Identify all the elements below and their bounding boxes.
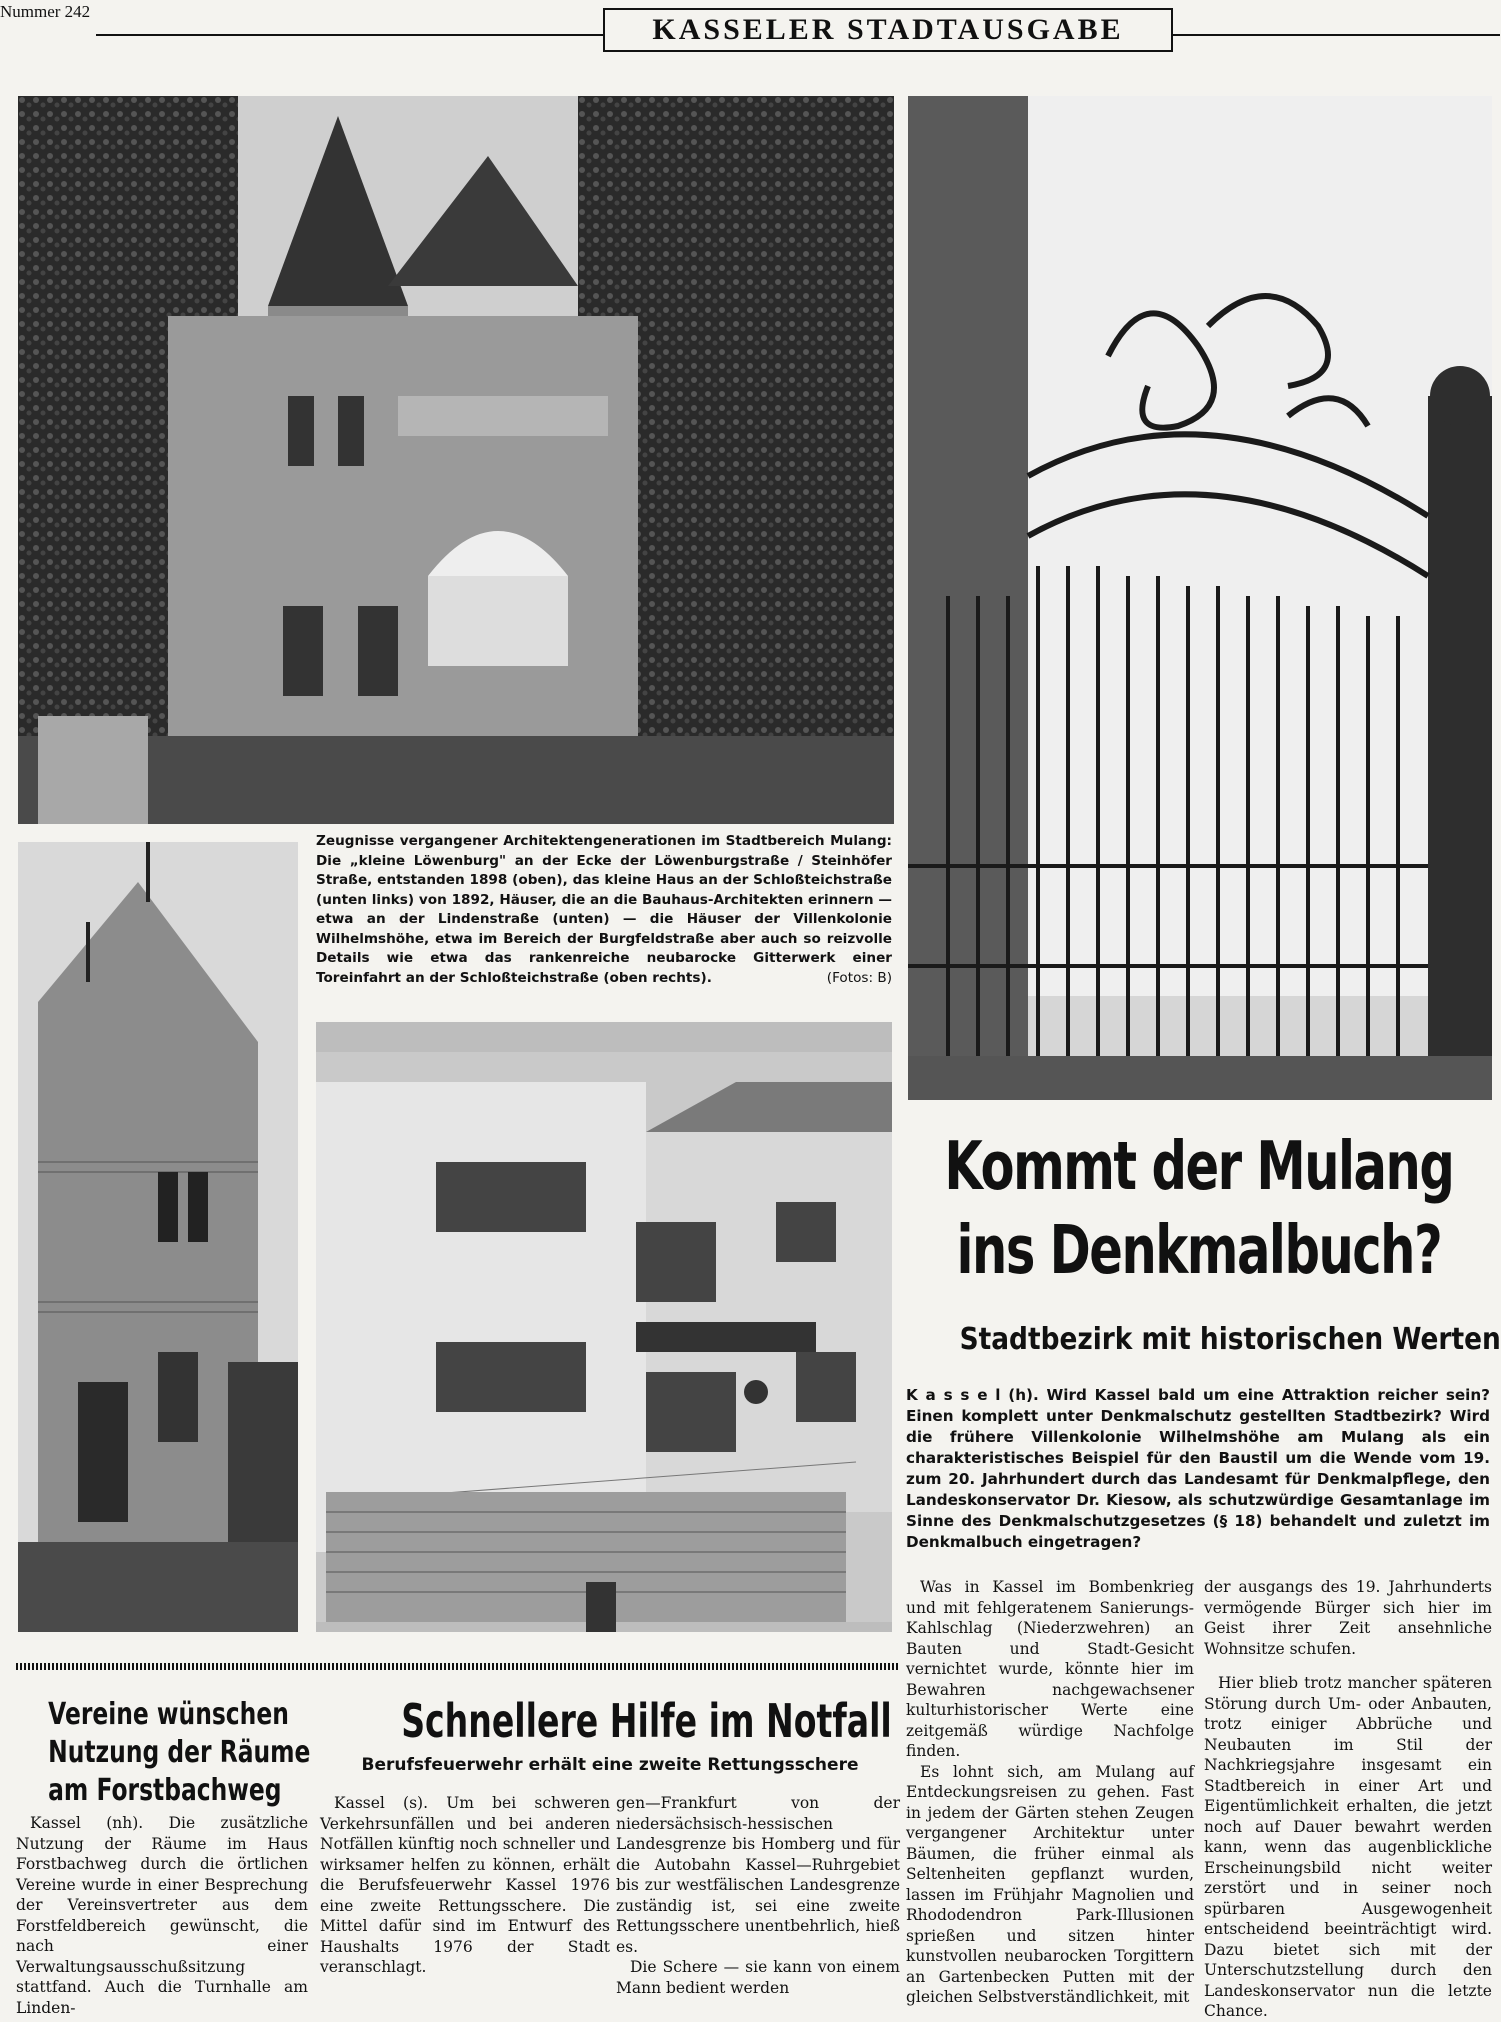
left-column — [16, 1813, 308, 2017]
middle-col2-paragraph-1: gen—Frankfurt von der niedersächsisch-hessischen Landesgrenze bis Homberg und für die Autobahn Kassel—Ruhrgebiet bis zur westfälischen Landesgrenze zuständig ist, sei eine zweite Rettungsschere unentbehrlich, hieß es. — [616, 1794, 900, 1956]
main-headline — [904, 1124, 1454, 1292]
issue-number: Nummer 242 — [0, 2, 91, 21]
caption-text: Zeugnisse vergangener Architektengenerationen im Stadtbereich Mulang: Die „kleine Löwenburg" an der Ecke der Löwenburgstraße / Steinhöfer Straße, entstanden 1898 (oben), das kleine Haus an der Schloßteichstraße (unten links) von 1892, Häuser, die an die Bauhaus-Architekten erinnern — etwa an der Lindenstraße (unten) — die Häuser der Villenkolonie Wilhelmshöhe, etwa im Bereich der Burgfeldstraße aber auch so reizvolle Details wie etwa das rankenreiche neubarocke Gitterwerk einer Toreinfahrt an der Schloßteichstraße (oben rechts). — [316, 833, 892, 986]
left-headline-line1: Vereine wünschen — [48, 1697, 289, 1732]
main-headline-line1: Kommt der Mulang — [944, 1127, 1454, 1205]
middle-col1-paragraph: Kassel (s). Um bei schweren Verkehrsunfällen und bei anderen Notfällen künftig noch schneller und wirksamer helfen zu können, erhält die Berufsfeuerwehr Kassel 1976 eine zweite Rettungsschere. Die Mittel dafür sind im Entwurf des Haushalts 1976 der Stadt veranschlagt. — [320, 1794, 610, 1976]
header-rule-right — [1173, 34, 1500, 36]
header-rule-left — [96, 34, 603, 36]
main-col2-paragraph-1: der ausgangs des 19. Jahrhunderts vermögende Bürger sich hier im Geist ihrer Zeit ansehnliche Wohnsitze schufen. — [1204, 1578, 1492, 1658]
middle-headline: Schnellere Hilfe im Notfall — [401, 1694, 892, 1748]
middle-column-2 — [616, 1793, 900, 1997]
main-col1-paragraph-2: Es lohnt sich, am Mulang auf Entdeckungsreisen zu gehen. Fast in jedem der Gärten stehen Zeugen vergangener Architektur unter Bäumen, die früher einmal als Seltenheiten gepflanzt wurden, lassen im Frühjahr Magnolien und Rhododendron Park-Illusionen sprießen und sitzen hinter kunstvollen neubarocken Torgittern an Gartenbecken Putten mit der gleichen Selbstverständlichkeit, mit — [906, 1762, 1194, 2006]
left-headline-line2: Nutzung der Räume — [48, 1735, 311, 1770]
photo-bauhaus-house — [316, 1022, 892, 1632]
left-body: Kassel (nh). Die zusätzliche Nutzung der Räume im Haus Forstbachweg durch die örtlichen Vereine wurde in einer Besprechung der Vereinsvertreter aus dem Forstfeldbereich gewünscht, die nach einer Verwaltungsausschußsitzung stattfand. Auch die Turnhalle am Linden- — [16, 1814, 308, 2017]
photo-caption — [316, 832, 892, 988]
edition-title: KASSELER STADTAUSGABE — [603, 8, 1173, 52]
photo-credit: (Fotos: B) — [826, 969, 892, 986]
main-lead: K a s s e l (h). Wird Kassel bald um eine Attraktion reicher sein? Einen komplett unter Denkmalschutz gestellten Stadtbezirk? Wird die frühere Villenkolonie Wilhelmshöhe am Mulang als ein charakteristisches Beispiel für den Baustil um die Wende vom 19. zum 20. Jahrhundert durch das Landesamt für Denkmalpflege, den Landeskonservator Dr. Kiesow, als schutzwürdige Gesamtanlage im Sinne des Denkmalschutzgesetzes (§ 18) behandelt und zuletzt im Denkmalbuch eingetragen? — [906, 1386, 1490, 1551]
left-headline-line3: am Forstbachweg — [48, 1773, 282, 1808]
main-subhead: Stadtbezirk mit historischen Werten — [959, 1322, 1501, 1357]
photo-villa — [18, 96, 894, 824]
section-divider — [16, 1663, 900, 1670]
left-headline — [16, 1696, 311, 1810]
main-column-1 — [906, 1577, 1194, 2008]
main-column-2 — [1204, 1577, 1492, 2022]
main-col2-paragraph-2: Hier blieb trotz mancher späteren Störung durch Um- oder Anbauten, trotz einiger Abbrüche und Neubauten im Stil der Nachkriegsjahre insgesamt ein Stadtbereich in einer Art und Eigentümlichkeit erhalten, die jetzt noch auf Dauer bewahrt werden kann, wenn das augenblickliche Erscheinungsbild nicht weiter zerstört und in seiner noch spürbaren Ausgewogenheit entscheidend beeinträchtigt wird. Dazu bietet sich mit der Unterschutzstellung durch den Landeskonservator nun die letzte Chance. — [1204, 1674, 1492, 2020]
main-col1-paragraph-1: Was in Kassel im Bombenkrieg und mit fehlgeratenem Sanierungs-Kahlschlag (Niederzwehren) an Bauten und Stadt-Gesicht vernichtet wurde, könnte hier im Bewahren nachgewachsener kulturhistorischer Werte eine zeitgemäß würdige Nachfolge finden. — [906, 1578, 1194, 1760]
photo-gabled-house — [18, 842, 298, 1632]
middle-subhead: Berufsfeuerwehr erhält eine zweite Rettungsschere — [361, 1755, 859, 1775]
middle-column-1 — [320, 1793, 610, 1974]
middle-col2-paragraph-2: Die Schere — sie kann von einem Mann bedient werden — [616, 1958, 900, 1997]
main-headline-line2: ins Denkmalbuch? — [956, 1211, 1442, 1289]
photo-gate — [908, 96, 1492, 1100]
